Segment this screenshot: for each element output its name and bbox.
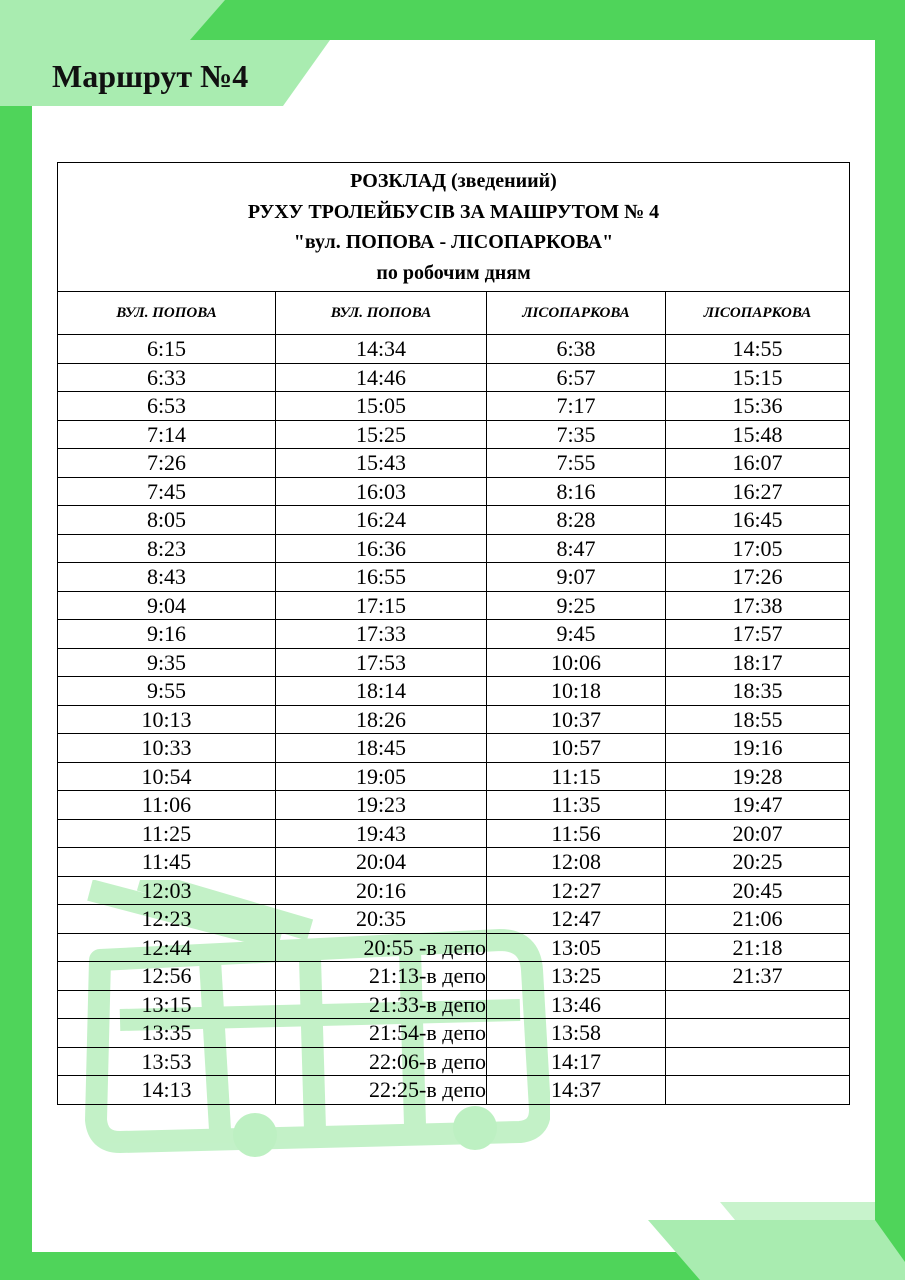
time-cell: 7:55 (487, 449, 666, 478)
time-cell: 12:08 (487, 848, 666, 877)
time-cell: 13:53 (58, 1047, 276, 1076)
time-cell: 6:38 (487, 335, 666, 364)
time-cell: 18:17 (666, 648, 850, 677)
top-frame-decoration (0, 0, 905, 40)
time-cell: 11:56 (487, 819, 666, 848)
time-cell: 12:44 (58, 933, 276, 962)
time-cell: 20:35 (276, 905, 487, 934)
time-cell: 18:35 (666, 677, 850, 706)
bottom-frame-decoration (0, 1180, 905, 1280)
time-cell: 14:34 (276, 335, 487, 364)
caption-line-4: по робочим дням (376, 261, 531, 284)
table-row (58, 1047, 850, 1076)
table-row (58, 990, 850, 1019)
time-cell: 13:05 (487, 933, 666, 962)
time-cell: 12:27 (487, 876, 666, 905)
time-cell: 21:13-в депо (276, 962, 487, 991)
time-cell: 9:04 (58, 591, 276, 620)
time-cell: 16:24 (276, 506, 487, 535)
table-row (58, 363, 850, 392)
time-cell: 13:58 (487, 1019, 666, 1048)
time-cell: 8:23 (58, 534, 276, 563)
time-cell: 18:26 (276, 705, 487, 734)
time-cell: 15:48 (666, 420, 850, 449)
time-cell: 20:55 -в депо (276, 933, 487, 962)
time-cell (666, 1076, 850, 1105)
time-cell: 20:04 (276, 848, 487, 877)
time-cell: 12:03 (58, 876, 276, 905)
table-row (58, 477, 850, 506)
time-cell: 16:55 (276, 563, 487, 592)
time-cell: 15:36 (666, 392, 850, 421)
column-header: ВУЛ. ПОПОВА (58, 292, 276, 335)
time-cell: 21:54-в депо (276, 1019, 487, 1048)
table-row (58, 876, 850, 905)
table-row (58, 392, 850, 421)
table-row (58, 648, 850, 677)
time-cell: 17:53 (276, 648, 487, 677)
time-cell: 10:33 (58, 734, 276, 763)
time-cell: 19:43 (276, 819, 487, 848)
time-cell: 13:35 (58, 1019, 276, 1048)
time-cell: 13:15 (58, 990, 276, 1019)
time-cell: 16:07 (666, 449, 850, 478)
time-cell: 16:36 (276, 534, 487, 563)
table-row (58, 677, 850, 706)
time-cell: 19:05 (276, 762, 487, 791)
time-cell: 15:25 (276, 420, 487, 449)
time-cell: 20:07 (666, 819, 850, 848)
time-cell (666, 1019, 850, 1048)
time-cell: 8:43 (58, 563, 276, 592)
time-cell: 11:25 (58, 819, 276, 848)
time-cell: 12:23 (58, 905, 276, 934)
time-cell: 12:56 (58, 962, 276, 991)
table-row (58, 449, 850, 478)
schedule-body (58, 335, 850, 1105)
table-row (58, 534, 850, 563)
time-cell: 9:25 (487, 591, 666, 620)
time-cell: 21:06 (666, 905, 850, 934)
time-cell: 19:23 (276, 791, 487, 820)
time-cell: 16:03 (276, 477, 487, 506)
time-cell: 15:43 (276, 449, 487, 478)
time-cell: 17:05 (666, 534, 850, 563)
table-row (58, 762, 850, 791)
time-cell: 19:28 (666, 762, 850, 791)
time-cell: 13:25 (487, 962, 666, 991)
time-cell: 15:15 (666, 363, 850, 392)
time-cell: 7:35 (487, 420, 666, 449)
time-cell: 8:47 (487, 534, 666, 563)
time-cell: 18:45 (276, 734, 487, 763)
time-cell: 16:27 (666, 477, 850, 506)
time-cell: 9:35 (58, 648, 276, 677)
time-cell: 9:55 (58, 677, 276, 706)
table-row (58, 791, 850, 820)
time-cell: 16:45 (666, 506, 850, 535)
time-cell: 17:33 (276, 620, 487, 649)
time-cell: 11:06 (58, 791, 276, 820)
time-cell: 10:06 (487, 648, 666, 677)
time-cell: 10:37 (487, 705, 666, 734)
time-cell: 22:25-в депо (276, 1076, 487, 1105)
time-cell: 8:28 (487, 506, 666, 535)
time-cell: 19:16 (666, 734, 850, 763)
time-cell: 14:13 (58, 1076, 276, 1105)
caption-line-2: РУХУ ТРОЛЕЙБУСІВ ЗА МАШРУТОМ № 4 (247, 200, 660, 223)
column-header: ЛІСОПАРКОВА (666, 292, 850, 335)
time-cell: 14:55 (666, 335, 850, 364)
time-cell: 13:46 (487, 990, 666, 1019)
time-cell: 14:37 (487, 1076, 666, 1105)
schedule-table (57, 162, 850, 1105)
time-cell: 17:38 (666, 591, 850, 620)
time-cell: 17:57 (666, 620, 850, 649)
time-cell: 17:15 (276, 591, 487, 620)
time-cell: 6:15 (58, 335, 276, 364)
route-title: Маршрут №4 (52, 58, 249, 94)
table-row (58, 962, 850, 991)
table-row (58, 905, 850, 934)
time-cell: 22:06-в депо (276, 1047, 487, 1076)
table-row (58, 620, 850, 649)
time-cell: 11:35 (487, 791, 666, 820)
time-cell: 19:47 (666, 791, 850, 820)
time-cell: 8:16 (487, 477, 666, 506)
time-cell: 10:13 (58, 705, 276, 734)
table-row (58, 591, 850, 620)
time-cell: 7:14 (58, 420, 276, 449)
time-cell: 21:37 (666, 962, 850, 991)
column-header: ЛІСОПАРКОВА (487, 292, 666, 335)
table-row (58, 734, 850, 763)
caption-line-1: РОЗКЛАД (зведениий) (350, 170, 557, 192)
time-cell: 21:33-в депо (276, 990, 487, 1019)
time-cell (666, 990, 850, 1019)
time-cell: 20:16 (276, 876, 487, 905)
time-cell: 18:14 (276, 677, 487, 706)
time-cell: 18:55 (666, 705, 850, 734)
time-cell: 7:26 (58, 449, 276, 478)
time-cell (666, 1047, 850, 1076)
table-row (58, 819, 850, 848)
table-row (58, 563, 850, 592)
time-cell: 6:53 (58, 392, 276, 421)
time-cell: 14:17 (487, 1047, 666, 1076)
column-header: ВУЛ. ПОПОВА (276, 292, 487, 335)
caption-line-3: "вул. ПОПОВА - ЛІСОПАРКОВА" (293, 231, 614, 253)
time-cell: 9:16 (58, 620, 276, 649)
schedule-caption (58, 163, 850, 292)
time-cell: 6:33 (58, 363, 276, 392)
table-row (58, 335, 850, 364)
time-cell: 20:25 (666, 848, 850, 877)
time-cell: 21:18 (666, 933, 850, 962)
time-cell: 12:47 (487, 905, 666, 934)
time-cell: 17:26 (666, 563, 850, 592)
time-cell: 10:18 (487, 677, 666, 706)
time-cell: 11:45 (58, 848, 276, 877)
time-cell: 6:57 (487, 363, 666, 392)
table-row (58, 420, 850, 449)
table-row (58, 705, 850, 734)
table-row (58, 1019, 850, 1048)
time-cell: 10:57 (487, 734, 666, 763)
time-cell: 14:46 (276, 363, 487, 392)
time-cell: 9:45 (487, 620, 666, 649)
time-cell: 8:05 (58, 506, 276, 535)
time-cell: 20:45 (666, 876, 850, 905)
time-cell: 9:07 (487, 563, 666, 592)
time-cell: 7:45 (58, 477, 276, 506)
table-row (58, 848, 850, 877)
table-row (58, 1076, 850, 1105)
time-cell: 15:05 (276, 392, 487, 421)
table-row (58, 506, 850, 535)
table-row (58, 933, 850, 962)
time-cell: 7:17 (487, 392, 666, 421)
time-cell: 10:54 (58, 762, 276, 791)
time-cell: 11:15 (487, 762, 666, 791)
